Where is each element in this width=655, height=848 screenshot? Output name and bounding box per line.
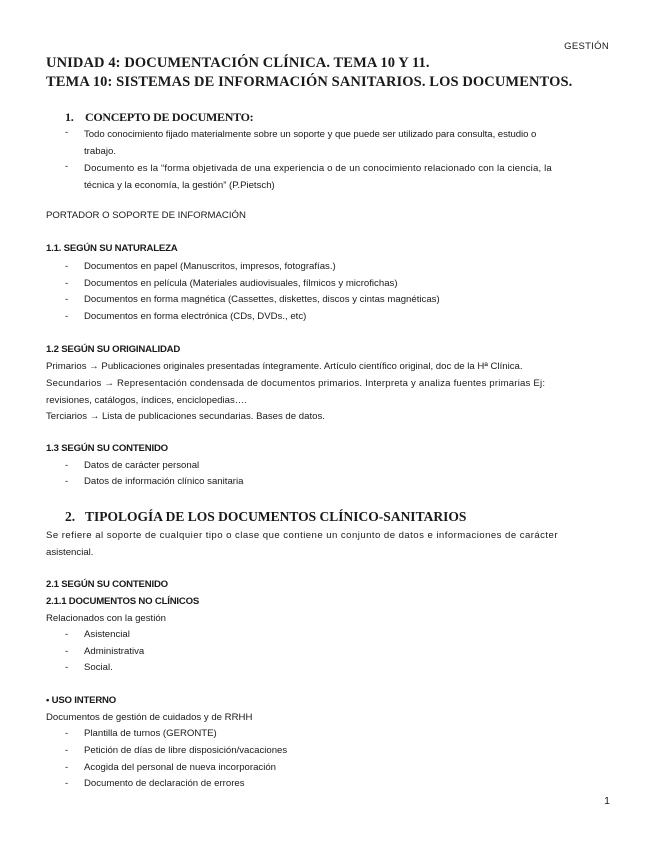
concept-item-1: [84, 126, 610, 160]
bullet-dash: -: [65, 728, 69, 739]
bullet-dash: -: [65, 646, 69, 657]
primarios-text: Primarios → Publicaciones originales presentadas íntegramente. Artículo científico original, doc de la Hª Clínica.: [46, 361, 523, 372]
section-2-1-heading: 2.1 SEGÚN SU CONTENIDO: [46, 579, 168, 590]
secundarios-line-1: Secundarios → Representación condensada de documentos primarios. Interpreta y analiza fuentes primarias Ej:: [46, 378, 546, 389]
topic-title: TEMA 10: SISTEMAS DE INFORMACIÓN SANITARIOS. LOS DOCUMENTOS.: [46, 74, 573, 90]
list-item: Social.: [84, 662, 113, 673]
section-2-paragraph-line-2: asistencial.: [46, 547, 94, 558]
list-item: Plantilla de turnos (GERONTE): [84, 728, 217, 739]
bullet-dash: -: [65, 745, 69, 756]
bullet-dash: -: [65, 778, 69, 789]
concept-item-1-line-2: trabajo.: [84, 146, 116, 157]
section-1-heading: CONCEPTO DE DOCUMENTO:: [85, 110, 254, 124]
section-2-1-1-heading: 2.1.1 DOCUMENTOS NO CLÍNICOS: [46, 596, 200, 607]
list-item: Datos de carácter personal: [84, 460, 200, 471]
section-2-number: 2.: [65, 509, 76, 524]
list-item: Acogida del personal de nueva incorporación: [84, 762, 277, 773]
list-item: Datos de información clínico sanitaria: [84, 476, 244, 487]
bullet-dash: -: [65, 261, 69, 272]
bullet-dash: -: [65, 127, 69, 138]
bullet-dash: -: [65, 662, 69, 673]
list-item: Documentos en forma magnética (Cassettes, diskettes, discos y cintas magnéticas): [84, 294, 440, 305]
terciarios-text: Terciarios → Lista de publicaciones secundarias. Bases de datos.: [46, 411, 325, 422]
bullet-dash: -: [65, 278, 69, 289]
concept-item-2: [84, 160, 610, 194]
list-item: Asistencial: [84, 629, 130, 640]
secundarios-line-2: revisiones, catálogos, índices, enciclopedias….: [46, 395, 248, 406]
bullet-dash: -: [65, 476, 69, 487]
section-1-3-heading: 1.3 SEGÚN SU CONTENIDO: [46, 443, 168, 454]
bullet-dash: -: [65, 629, 69, 640]
list-item: Documentos en película (Materiales audiovisuales, fílmicos y microfichas): [84, 278, 398, 289]
concept-item-2-line-1: Documento es la “forma objetivada de una experiencia o de un conocimiento relacionado con la ciencia, la: [84, 163, 552, 174]
list-item: Documentos en forma electrónica (CDs, DVDs., etc): [84, 311, 307, 322]
bullet-dash: -: [65, 294, 69, 305]
uso-interno-intro: Documentos de gestión de cuidados y de RRHH: [46, 712, 253, 723]
bullet-dash: -: [65, 762, 69, 773]
section-1-2-heading: 1.2 SEGÚN SU ORIGINALIDAD: [46, 344, 181, 355]
bullet-dash: -: [65, 460, 69, 471]
bullet-dash: -: [65, 311, 69, 322]
list-item: Petición de días de libre disposición/vacaciones: [84, 745, 288, 756]
section-1-number: 1.: [65, 110, 74, 124]
section-2-paragraph: [46, 527, 610, 561]
secundarios-text: [46, 375, 610, 409]
section-2-paragraph-line-1: Se refiere al soporte de cualquier tipo o clase que contiene un conjunto de datos e informaciones de carácter: [46, 530, 558, 541]
concept-item-1-line-1: Todo conocimiento fijado materialmente sobre un soporte y que puede ser utilizado para consulta, estudio o: [84, 129, 537, 140]
section-1-1-heading: 1.1. SEGÚN SU NATURALEZA: [46, 243, 178, 254]
list-item: Documentos en papel (Manuscritos, impresos, fotografías.): [84, 261, 336, 272]
unit-title: UNIDAD 4: DOCUMENTACIÓN CLÍNICA. TEMA 10 Y 11.: [46, 55, 430, 71]
bullet-dash: -: [65, 161, 69, 172]
concept-item-2-line-2: técnica y la economía, la gestión” (P.Pietsch): [84, 180, 275, 191]
page-number: 1: [604, 795, 610, 807]
portador-label: PORTADOR O SOPORTE DE INFORMACIÓN: [46, 210, 246, 221]
gestion-intro: Relacionados con la gestión: [46, 613, 167, 624]
header-section-label: GESTIÓN: [564, 41, 609, 52]
list-item: Documento de declaración de errores: [84, 778, 245, 789]
section-2-heading: TIPOLOGÍA DE LOS DOCUMENTOS CLÍNICO-SANITARIOS: [85, 509, 467, 524]
list-item: Administrativa: [84, 646, 145, 657]
uso-interno-heading: • USO INTERNO: [46, 695, 117, 706]
